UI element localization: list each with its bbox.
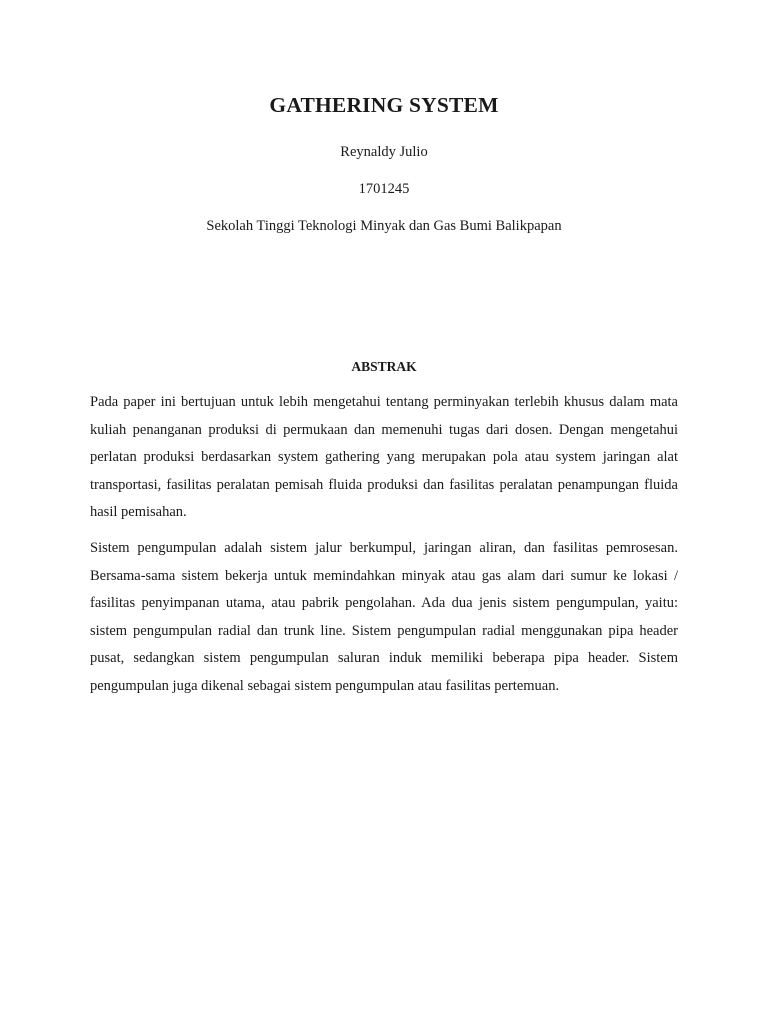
abstract-paragraph: Sistem pengumpulan adalah sistem jalur berkumpul, jaringan aliran, dan fasilitas pemrosesan. Bersama-sama sistem bekerja untuk memindahkan minyak atau gas alam dari sumur ke lokasi / fasilitas penyimpanan utama, atau pabrik pengolahan. Ada dua jenis sistem pengumpulan, yaitu: sistem pengumpulan radial dan trunk line. Sistem pengumpulan radial menggunakan pipa header pusat, sedangkan sistem pengumpulan saluran induk memiliki beberapa pipa header. Sistem pengumpulan juga dikenal sebagai sistem pengumpulan atau fasilitas pertemuan. — [90, 540, 678, 694]
abstract-paragraph: Pada paper ini bertujuan untuk lebih mengetahui tentang perminyakan terlebih khusus dalam mata kuliah penanganan produksi di permukaan dan memenuhi tugas dari dosen. Dengan mengetahui perlatan produksi berdasarkan system gathering yang merupakan pola atau system jaringan alat transportasi, fasilitas peralatan pemisah fluida produksi dan fasilitas peralatan penampungan fluida hasil pemisahan. — [90, 394, 678, 520]
author-name: Reynaldy Julio — [340, 144, 428, 160]
institution-name: Sekolah Tinggi Teknologi Minyak dan Gas Bumi Balikpapan — [206, 218, 562, 234]
abstract-heading: ABSTRAK — [351, 359, 417, 374]
document-title: GATHERING SYSTEM — [269, 93, 499, 117]
student-id: 1701245 — [358, 181, 410, 197]
